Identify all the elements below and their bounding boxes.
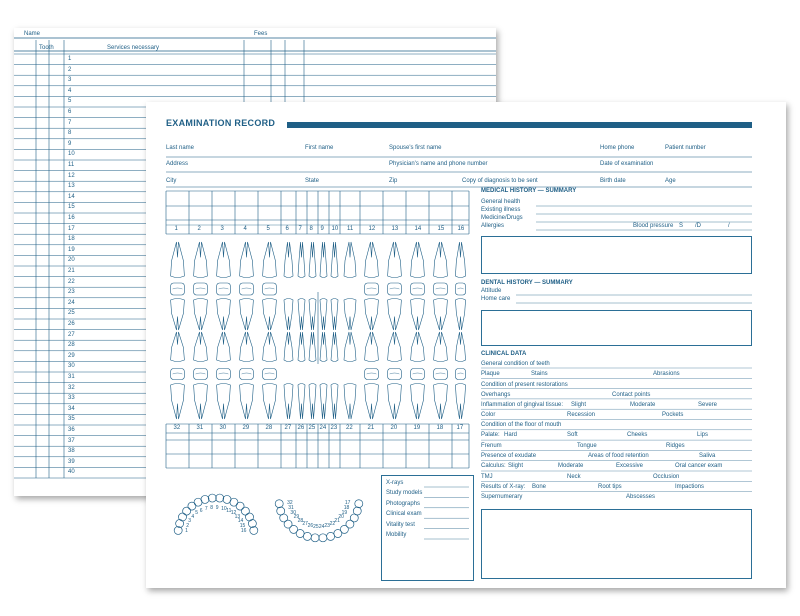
row-number: 35 bbox=[68, 416, 75, 423]
fees-label: Fees bbox=[254, 31, 268, 37]
lower-arch-number: 25 bbox=[313, 524, 319, 531]
upper-arch-tooth bbox=[216, 494, 224, 502]
bp-systolic-label: S bbox=[679, 223, 684, 229]
upper-tooth-number: 11 bbox=[347, 226, 354, 232]
home-care-label: Home care bbox=[481, 296, 511, 302]
lower-tooth-number: 22 bbox=[346, 425, 353, 431]
attitude-label: Attitude bbox=[481, 288, 502, 294]
calculus-slight-label: Slight bbox=[508, 463, 524, 469]
hard-label: Hard bbox=[504, 432, 518, 438]
physician-label: Physician's name and phone number bbox=[389, 161, 488, 167]
upper-arch-number: 7 bbox=[204, 505, 208, 512]
upper-tooth-number: 10 bbox=[331, 226, 339, 232]
upper-arch-number: 9 bbox=[215, 504, 219, 511]
lower-arch-tooth bbox=[319, 534, 327, 542]
row-number: 39 bbox=[68, 458, 75, 465]
zip-label: Zip bbox=[389, 178, 398, 184]
upper-arch-number: 6 bbox=[199, 507, 203, 514]
lower-arch-tooth bbox=[334, 530, 342, 538]
city-label: City bbox=[166, 178, 177, 184]
cheeks-label: Cheeks bbox=[627, 432, 648, 438]
medicine-label: Medicine/Drugs bbox=[481, 215, 523, 221]
row-number: 31 bbox=[68, 374, 75, 380]
upper-arch-tooth bbox=[236, 502, 244, 510]
row-number: 8 bbox=[68, 130, 72, 137]
exam-list-item: Mobility bbox=[386, 532, 407, 538]
lower-tooth-number: 17 bbox=[456, 425, 464, 431]
neck-label: Neck bbox=[567, 474, 581, 480]
calculus-label: Calculus: bbox=[481, 463, 506, 469]
lower-arch-number: 28 bbox=[297, 518, 304, 525]
row-number: 26 bbox=[68, 321, 75, 327]
clinical-data-heading: CLINICAL DATA bbox=[481, 351, 527, 357]
row-number: 19 bbox=[68, 246, 75, 253]
lower-arch-tooth bbox=[355, 500, 363, 508]
lips-label: Lips bbox=[697, 432, 709, 438]
lower-arch-number: 31 bbox=[288, 504, 294, 511]
first-name-label: First name bbox=[305, 145, 334, 151]
upper-arch-number: 16 bbox=[240, 528, 247, 535]
row-number: 15 bbox=[68, 204, 75, 211]
row-number: 32 bbox=[68, 384, 75, 391]
lower-arch-number: 17 bbox=[344, 499, 351, 506]
upper-arch-number: 3 bbox=[188, 518, 192, 525]
lower-arch-number: 24 bbox=[318, 524, 325, 531]
upper-arch-tooth bbox=[174, 526, 182, 534]
lower-arch-tooth bbox=[311, 534, 319, 542]
row-number: 37 bbox=[68, 437, 75, 444]
lower-tooth-number: 30 bbox=[219, 425, 227, 431]
copy-diagnosis-label: Copy of diagnosis to be sent bbox=[462, 178, 538, 184]
exam-list-item: Vitality test bbox=[386, 521, 415, 528]
lower-tooth-number: 27 bbox=[284, 425, 292, 431]
upper-arch-tooth bbox=[250, 526, 258, 534]
xray-results-label: Results of X-ray: bbox=[481, 484, 526, 490]
medical-history-heading: MEDICAL HISTORY — SUMMARY bbox=[481, 188, 577, 194]
lower-arch-number: 26 bbox=[307, 523, 314, 530]
pockets-label: Pockets bbox=[662, 412, 684, 418]
tmj-label: TMJ bbox=[481, 474, 493, 480]
row-number: 9 bbox=[68, 140, 72, 147]
upper-tooth-number: 5 bbox=[266, 226, 270, 232]
present-restorations-label: Condition of present restorations bbox=[481, 382, 568, 388]
lower-tooth-number: 19 bbox=[413, 425, 421, 431]
upper-arch-tooth bbox=[241, 507, 249, 515]
upper-tooth-number: 6 bbox=[285, 226, 289, 232]
lower-arch-tooth bbox=[303, 532, 311, 540]
row-number: 27 bbox=[68, 331, 75, 338]
row-number: 21 bbox=[68, 268, 75, 274]
date-exam-label: Date of examination bbox=[600, 161, 654, 167]
row-number: 25 bbox=[68, 310, 75, 317]
impactions-label: Impactions bbox=[675, 484, 705, 490]
lower-arch-tooth bbox=[275, 500, 283, 508]
row-number: 20 bbox=[68, 257, 75, 264]
upper-tooth-number: 14 bbox=[414, 226, 422, 232]
upper-arch-tooth bbox=[248, 520, 256, 528]
last-name-label: Last name bbox=[166, 145, 195, 151]
allergies-label: Allergies bbox=[481, 223, 505, 229]
row-number: 28 bbox=[68, 342, 75, 349]
upper-tooth-number: 3 bbox=[220, 226, 224, 232]
lower-arch-tooth bbox=[327, 532, 335, 540]
upper-arch-number: 11 bbox=[226, 507, 232, 514]
tooth-label: Tooth bbox=[39, 45, 54, 51]
contact-points-label: Contact points bbox=[612, 392, 651, 398]
upper-arch-number: 5 bbox=[195, 510, 199, 517]
upper-tooth-number: 1 bbox=[174, 226, 178, 232]
bone-label: Bone bbox=[532, 484, 547, 490]
row-number: 40 bbox=[68, 469, 75, 476]
lower-arch-number: 20 bbox=[338, 514, 344, 521]
arch-diagrams bbox=[146, 102, 786, 588]
row-number: 5 bbox=[68, 98, 72, 105]
lower-arch-number: 30 bbox=[290, 509, 296, 516]
upper-arch-number: 2 bbox=[186, 523, 189, 530]
occlusion-label: Occlusion bbox=[653, 474, 680, 480]
saliva-label: Saliva bbox=[699, 453, 716, 459]
patient-number-label: Patient number bbox=[665, 145, 706, 151]
upper-arch-number: 15 bbox=[239, 523, 246, 530]
bp-diastolic-label: /D bbox=[695, 223, 701, 229]
examination-record-sheet bbox=[146, 102, 786, 588]
row-number: 36 bbox=[68, 427, 75, 433]
page-title: EXAMINATION RECORD bbox=[166, 118, 276, 128]
lower-tooth-number: 20 bbox=[390, 425, 398, 431]
address-label: Address bbox=[166, 161, 189, 167]
general-condition-label: General condition of teeth bbox=[481, 361, 550, 367]
abscesses-label: Abscesses bbox=[626, 494, 656, 500]
birth-date-label: Birth date bbox=[600, 178, 626, 184]
row-number: 33 bbox=[68, 395, 75, 402]
severe-label: Severe bbox=[698, 402, 718, 408]
home-phone-label: Home phone bbox=[600, 145, 635, 151]
food-retention-label: Areas of food retention bbox=[588, 453, 649, 459]
stains-label: Stains bbox=[531, 371, 548, 377]
inflammation-label: Inflammation of gingival tissue: bbox=[481, 402, 564, 408]
slight-label: Slight bbox=[571, 402, 587, 408]
abrasions-label: Abrasions bbox=[653, 371, 680, 377]
lower-tooth-number: 24 bbox=[319, 425, 327, 431]
oral-cancer-label: Oral cancer exam bbox=[675, 463, 723, 469]
upper-tooth-number: 4 bbox=[243, 226, 247, 232]
upper-arch-tooth bbox=[201, 495, 209, 503]
state-label: State bbox=[305, 178, 320, 184]
upper-arch-tooth bbox=[208, 494, 216, 502]
row-number: 4 bbox=[68, 87, 72, 94]
row-number: 3 bbox=[68, 77, 72, 84]
bp-slash: / bbox=[728, 223, 730, 229]
row-number: 13 bbox=[68, 183, 75, 190]
row-number: 16 bbox=[68, 215, 75, 221]
lower-arch-number: 21 bbox=[334, 518, 340, 525]
floor-mouth-label: Condition of the floor of mouth bbox=[481, 422, 562, 428]
calculus-excessive-label: Excessive bbox=[616, 463, 644, 469]
palate-label: Palate: bbox=[481, 432, 500, 438]
upper-arch-tooth bbox=[230, 498, 238, 506]
exudate-label: Presence of exudate bbox=[481, 453, 537, 459]
upper-arch-number: 4 bbox=[191, 514, 195, 521]
frenum-label: Frenum bbox=[481, 443, 502, 449]
lower-arch-number: 27 bbox=[302, 521, 308, 528]
services-label: Services necessary bbox=[107, 45, 160, 51]
lower-tooth-number: 29 bbox=[242, 425, 250, 431]
general-health-label: General health bbox=[481, 199, 521, 205]
upper-tooth-number: 15 bbox=[437, 226, 445, 232]
upper-tooth-number: 7 bbox=[298, 226, 302, 232]
soft-label: Soft bbox=[567, 432, 578, 438]
row-number: 1 bbox=[68, 56, 72, 62]
lower-arch-number: 32 bbox=[287, 499, 293, 506]
overhangs-label: Overhangs bbox=[481, 392, 511, 398]
lower-tooth-number: 28 bbox=[265, 425, 273, 431]
exam-list-item: X-rays bbox=[386, 480, 404, 486]
exam-list-item: Clinical exam bbox=[386, 511, 422, 518]
lower-arch-tooth bbox=[277, 507, 285, 515]
upper-arch-number: 10 bbox=[221, 505, 227, 512]
lower-arch-number: 29 bbox=[293, 514, 300, 521]
lower-tooth-number: 26 bbox=[297, 425, 305, 431]
upper-tooth-number: 12 bbox=[368, 226, 376, 232]
dental-history-heading: DENTAL HISTORY — SUMMARY bbox=[481, 280, 573, 286]
row-number: 23 bbox=[68, 289, 75, 296]
row-number: 14 bbox=[68, 193, 75, 200]
exam-list-item: Photographs bbox=[386, 500, 421, 507]
tongue-label: Tongue bbox=[577, 443, 597, 449]
upper-tooth-number: 2 bbox=[197, 226, 201, 232]
row-number: 7 bbox=[68, 119, 72, 126]
row-number: 22 bbox=[68, 278, 75, 285]
blood-pressure-label: Blood pressure bbox=[633, 223, 674, 229]
row-number: 2 bbox=[68, 66, 72, 73]
row-number: 38 bbox=[68, 448, 75, 455]
upper-arch-number: 14 bbox=[237, 518, 244, 525]
upper-tooth-number: 13 bbox=[391, 226, 399, 232]
supernumerary-label: Supernumerary bbox=[481, 494, 523, 500]
lower-arch-number: 19 bbox=[341, 509, 348, 516]
lower-arch-number: 23 bbox=[324, 523, 330, 530]
lower-tooth-number: 21 bbox=[367, 425, 375, 431]
upper-tooth-number: 8 bbox=[309, 226, 313, 232]
spouse-label: Spouse's first name bbox=[389, 145, 442, 151]
plaque-label: Plaque bbox=[481, 371, 500, 377]
lower-tooth-number: 31 bbox=[196, 425, 204, 431]
name-label: Name bbox=[24, 31, 41, 37]
row-number: 12 bbox=[68, 172, 75, 179]
row-number: 10 bbox=[68, 151, 75, 158]
root-tips-label: Root tips bbox=[598, 484, 622, 490]
upper-arch-tooth bbox=[188, 502, 196, 510]
row-number: 11 bbox=[68, 162, 75, 168]
exam-list-item: Study models bbox=[386, 490, 423, 497]
upper-arch-number: 13 bbox=[234, 514, 241, 521]
moderate-label: Moderate bbox=[630, 402, 656, 408]
color-label: Color bbox=[481, 412, 496, 418]
lower-arch-number: 22 bbox=[329, 521, 336, 528]
upper-arch-number: 8 bbox=[210, 504, 214, 511]
lower-tooth-number: 18 bbox=[436, 425, 444, 431]
upper-tooth-number: 16 bbox=[457, 226, 465, 232]
row-number: 18 bbox=[68, 236, 75, 243]
row-number: 34 bbox=[68, 405, 75, 412]
row-number: 6 bbox=[68, 109, 72, 115]
lower-tooth-number: 23 bbox=[330, 425, 338, 431]
row-number: 29 bbox=[68, 352, 75, 359]
upper-arch-tooth bbox=[178, 513, 186, 521]
row-number: 24 bbox=[68, 299, 75, 306]
recession-label: Recession bbox=[567, 412, 596, 418]
ridges-label: Ridges bbox=[666, 443, 685, 449]
lower-tooth-number: 25 bbox=[308, 425, 316, 431]
existing-illness-label: Existing illness bbox=[481, 207, 521, 213]
upper-tooth-number: 9 bbox=[320, 226, 324, 232]
row-number: 30 bbox=[68, 363, 75, 370]
upper-arch-tooth bbox=[183, 507, 191, 515]
calculus-moderate-label: Moderate bbox=[558, 463, 584, 469]
upper-arch-number: 1 bbox=[185, 528, 188, 535]
lower-arch-number: 18 bbox=[343, 504, 350, 511]
lower-tooth-number: 32 bbox=[173, 425, 181, 431]
upper-arch-number: 12 bbox=[230, 510, 237, 517]
age-label: Age bbox=[665, 178, 676, 184]
row-number: 17 bbox=[68, 225, 75, 232]
